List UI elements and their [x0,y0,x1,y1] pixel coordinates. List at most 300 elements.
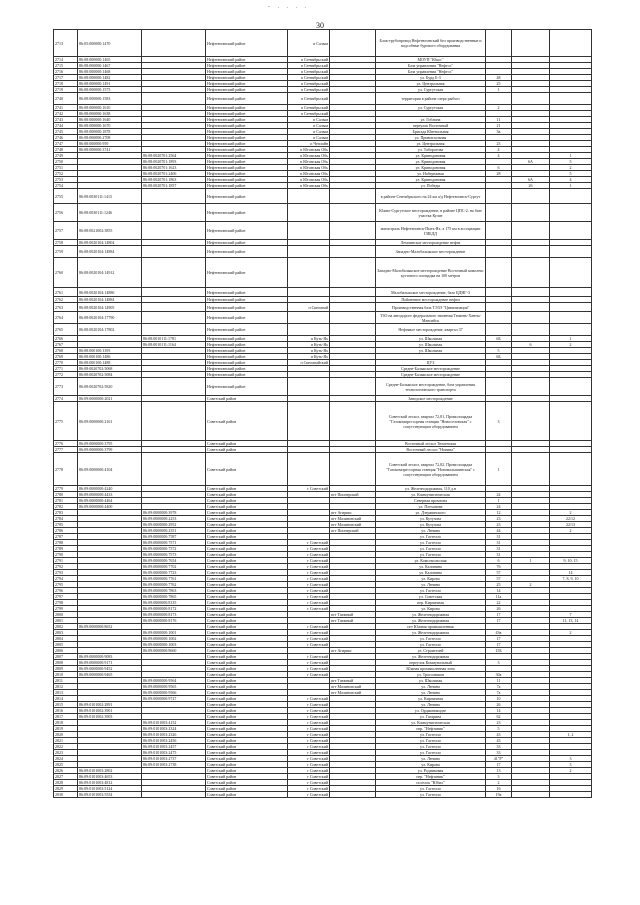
building-number-cell [512,378,550,396]
row-number-cell: 2763 [54,303,78,312]
row-number-cell: 2787 [54,534,78,540]
district-cell: Нефтеюганский район [206,117,288,123]
row-number-cell: 2803 [54,630,78,636]
cadastral-number-cell: 86:09:0101002:3903 [78,714,142,720]
locality-cell: г Советский [288,714,330,720]
settlement-cell [330,222,376,240]
address-cell: ул. Гастелло [376,738,486,744]
table-row [54,258,592,288]
locality-cell: г Советский [288,732,330,738]
district-cell: Советский район [206,534,288,540]
room-number-cell [550,303,592,312]
district-cell: Советский район [206,546,288,552]
room-number-cell [550,324,592,336]
house-number-cell: 17 [486,618,512,624]
row-number-cell: 2773 [54,378,78,396]
cadastral-number-room-cell: 86:09:0000000:9566 [142,690,206,696]
table-row [54,93,592,105]
address-cell: пер. Кирпичная [376,600,486,606]
cadastral-number-cell: 86:08:000100:1486 [78,354,142,360]
district-cell: Нефтеюганский район [206,159,288,165]
address-cell: ул. Комсомольская [376,558,486,564]
address-cell: территория в районе озера рыбхоз [376,93,486,105]
address-cell: ул. Ленина [376,690,486,696]
locality-cell: г Советский [288,780,330,786]
locality-cell: п Юганская Обь [288,153,330,159]
district-cell: Советский район [206,732,288,738]
room-number-cell: 2 [550,510,592,516]
cadastral-number-room-cell [142,378,206,396]
cadastral-number-room-cell [142,303,206,312]
locality-cell: п Сингапай [288,303,330,312]
row-number-cell: 2801 [54,618,78,624]
district-cell: Советский район [206,768,288,774]
cadastral-number-room-cell [142,30,206,57]
building-number-cell [512,312,550,324]
address-cell: ул. Гастелло [376,642,486,648]
house-number-cell: 13 [486,768,512,774]
locality-cell: п Куть-Ях [288,354,330,360]
cadastral-number-cell: 86:08:000100:1395 [78,348,142,354]
address-cell: пер. "Нефтяник" [376,774,486,780]
locality-cell: п Сентябрьский [288,63,330,69]
house-number-cell [486,204,512,222]
row-number-cell: 2757 [54,222,78,240]
house-number-cell [486,246,512,258]
row-number-cell: 2743 [54,117,78,123]
cadastral-number-room-cell [142,246,206,258]
locality-cell: п Сентябрьский [288,69,330,75]
cadastral-number-cell: 86:08:000000:1610 [78,105,142,111]
cadastral-number-room-cell: 86:09:0000000:7702 [142,564,206,570]
district-cell: Советский район [206,786,288,792]
district-cell: Нефтеюганский район [206,135,288,141]
row-number-cell: 2742 [54,111,78,117]
district-cell: Советский район [206,510,288,516]
table-row [54,792,592,798]
row-number-cell: 2793 [54,570,78,576]
district-cell: Нефтеюганский район [206,75,288,81]
house-number-cell: 17 [486,612,512,618]
row-number-cell: 2775 [54,402,78,441]
locality-cell: г Советский [288,792,330,798]
cadastral-number-room-cell: 86:09:0000000:7654 [142,558,206,564]
address-cell: ТЗО на автодороге федерального значения Тюмень-Ханты-Мансийск [376,312,486,324]
cadastral-number-cell: 86:09:0000000:4104 [78,453,142,486]
house-number-cell: 57 [486,576,512,582]
cadastral-number-room-cell: 86:09:0000000:8172 [142,606,206,612]
row-number-cell: 2752 [54,171,78,177]
row-number-cell: 2795 [54,582,78,588]
house-number-cell: 11 [486,678,512,684]
row-number-cell: 2807 [54,654,78,660]
row-number-cell: 2814 [54,696,78,702]
building-number-cell [512,93,550,105]
locality-cell: п Юганская Обь [288,147,330,153]
district-cell: Нефтеюганский район [206,354,288,360]
cadastral-number-cell: 86:09:0000000:3799 [78,447,142,453]
scan-marks: - . . . . [268,4,309,10]
row-number-cell: 2744 [54,123,78,129]
house-number-cell: 25 [486,582,512,588]
cadastral-number-cell: 86:08:000000:1465 [78,57,142,63]
address-cell: ул. Победы [376,183,486,189]
table-row [54,303,592,312]
room-number-cell: 2 [550,630,592,636]
address-cell: в районе Сентябрьского на 24 км а/д Нефтеюганск-Сургут [376,189,486,204]
address-cell: ул. Школьная [376,678,486,684]
district-cell: Нефтеюганский район [206,312,288,324]
district-cell: Советский район [206,624,288,630]
district-cell: Советский район [206,738,288,744]
district-cell: Советский район [206,702,288,708]
district-cell: Нефтеюганский район [206,141,288,147]
locality-cell: п Юганская Обь [288,159,330,165]
cadastral-number-room-cell: 86:09:0101003:2456 [142,738,206,744]
table-row [54,189,592,204]
house-number-cell: 11а [486,594,512,600]
address-cell: ул. Привокзальная [376,135,486,141]
district-cell: Советский район [206,396,288,402]
cadastral-number-room-cell [142,312,206,324]
address-cell: Западно-Малобалыкское месторождение Восточный комплекс кустового площадка на 100 метров [376,258,486,288]
district-cell: Советский район [206,666,288,672]
settlement-cell [330,402,376,441]
locality-cell: г Советский [288,726,330,732]
district-cell: Советский район [206,726,288,732]
locality-cell: п Салым [288,129,330,135]
room-number-cell [550,792,592,798]
row-number-cell: 2716 [54,69,78,75]
table-row [54,312,592,324]
cadastral-number-cell: 86:09:0000000:3795 [78,441,142,447]
address-cell: ул. Железнодорожная, 110 д.н [376,486,486,492]
address-cell: магистраль Нефтеюганск-Пыть-Ях, а 175 км в ассоциации ГИБДД [376,222,486,240]
house-number-cell: 57 [486,570,512,576]
address-cell: поселок "Юбил" [376,780,486,786]
house-number-cell [486,303,512,312]
cadastral-number-room-cell: 86:09:0000000:9564 [142,678,206,684]
room-number-cell: 4 [550,177,592,183]
room-number-cell: 2 [550,528,592,534]
district-cell: Советский район [206,750,288,756]
row-number-cell: 2779 [54,486,78,492]
address-cell: ул. Криводановая [376,177,486,183]
locality-cell: г Советский [288,630,330,636]
district-cell: Нефтеюганский район [206,81,288,87]
cadastral-number-cell: 86:08:0020104:14804 [78,240,142,246]
cadastral-number-room-cell: 86:09:0101003:2737 [142,756,206,762]
house-number-cell: 23 [486,516,512,522]
district-cell: Советский район [206,606,288,612]
room-number-cell: 7 [550,612,592,618]
settlement-cell [330,453,376,486]
district-cell: Советский район [206,516,288,522]
house-number-cell: 14 [486,588,512,594]
house-number-cell: 3в [486,129,512,135]
locality-cell: п Юганская Обь [288,171,330,177]
locality-cell: п Сентябрьский [288,105,330,111]
settlement-cell: пгт Таежный [330,678,376,684]
locality-cell: г Советский [288,636,330,642]
row-number-cell: 2826 [54,768,78,774]
district-cell: Нефтеюганский район [206,105,288,111]
cadastral-number-cell: 86:08:000000:1640 [78,117,142,123]
row-number-cell: 2780 [54,492,78,498]
cadastral-number-room-cell [142,453,206,486]
address-cell: пгт Южная промышленная [376,624,486,630]
house-number-cell: 28 [486,171,512,177]
cadastral-number-cell: 86:09:0000000:2161 [78,402,142,441]
district-cell: Советский район [206,402,288,441]
cadastral-number-room-cell: 86:09:0000000:8176 [142,618,206,624]
cadastral-number-cell: 86:08:000000:3741 [78,147,142,153]
address-cell: Южно-Сургутское месторождение, в районе ЦПС-2, на базе участка Кулит [376,204,486,222]
cadastral-number-room-cell: 86:08:0020701:2406 [142,171,206,177]
room-number-cell [550,312,592,324]
address-cell: ул. Кутузова [376,522,486,528]
settlement-cell [330,792,376,798]
district-cell: Нефтеюганский район [206,348,288,354]
cadastral-number-cell: 86:09:0000000:9083 [78,654,142,660]
settlement-cell [330,288,376,297]
district-cell: Советский район [206,744,288,750]
cadastral-number-cell: 86:09:0101003:4812 [78,780,142,786]
address-cell: Блок-трубопровод Нефтеюганский бел производственные и подсобные бурового оборудования [376,30,486,57]
settlement-cell [330,189,376,204]
address-cell: ул. Гастелло [376,792,486,798]
cadastral-number-cell: 86:08:0030111:1246 [78,204,142,222]
cadastral-number-room-cell [142,792,206,798]
room-number-cell: 22/13 [550,522,592,528]
locality-cell [288,324,330,336]
house-number-cell [486,258,512,288]
house-number-cell: 12 [486,510,512,516]
district-cell: Нефтеюганский район [206,378,288,396]
cadastral-number-room-cell: 86:09:0000000:1003 [142,642,206,648]
address-cell: ул. Гастелло [376,546,486,552]
row-number-cell: 2748 [54,147,78,153]
address-cell: ул. Школьная [376,336,486,342]
table-row [54,288,592,297]
address-cell: ул. Гастелло [376,786,486,792]
address-cell: ул. Коммунистическая [376,720,486,726]
cadastral-number-room-cell: 86:09:0000000:8135 [142,600,206,606]
house-number-cell: 17 [486,762,512,768]
address-cell: ул. Дзержинского [376,510,486,516]
district-cell: Советский район [206,504,288,510]
row-number-cell: 2753 [54,177,78,183]
room-number-cell: 5 [550,171,592,177]
cadastral-number-room-cell: 86:08:0020701:1623 [142,165,206,171]
district-cell: Советский район [206,720,288,726]
house-number-cell: 7а [486,690,512,696]
room-number-cell: 7, 8, 9, 10 [550,576,592,582]
address-cell: ул. Железнодорожная [376,630,486,636]
row-number-cell: 2759 [54,246,78,258]
district-cell: Советский район [206,522,288,528]
address-cell: ул. Орджоникидзе [376,708,486,714]
district-cell: Советский район [206,684,288,690]
cadastral-number-cell: 86:08:000000:1583 [78,93,142,105]
room-number-cell: 1 [550,153,592,159]
locality-cell: г Советский [288,738,330,744]
house-number-cell [486,288,512,297]
house-number-cell: 25 [486,81,512,87]
house-number-cell: 1 [486,87,512,93]
address-cell: ул. Кирпичная [376,696,486,702]
locality-cell [288,402,330,441]
house-number-cell: 21 [486,123,512,129]
settlement-cell: пгт Агириш [330,648,376,654]
room-number-cell [550,189,592,204]
room-number-cell [550,288,592,297]
district-cell: Советский район [206,696,288,702]
row-number-cell: 2816 [54,708,78,714]
cadastral-number-cell: 86:08:0020702:5084 [78,372,142,378]
locality-cell [288,453,330,486]
room-number-cell [550,204,592,222]
row-number-cell: 2761 [54,288,78,297]
address-cell: ул. Гагарина [376,714,486,720]
district-cell: Нефтеюганский район [206,123,288,129]
row-number-cell: 2788 [54,540,78,546]
cadastral-number-room-cell: 86:09:0101003:2326 [142,732,206,738]
address-cell: ул. Железнодорожная [376,618,486,624]
building-number-cell [512,303,550,312]
district-cell: Нефтеюганский район [206,246,288,258]
house-number-cell: 26 [486,606,512,612]
building-number-cell [512,189,550,204]
cadastral-number-room-cell: 86:09:0000000:7863 [142,588,206,594]
district-cell: Нефтеюганский район [206,258,288,288]
row-number-cell: 2785 [54,522,78,528]
cadastral-number-room-cell: 86:09:0000000:7762 [142,582,206,588]
cadastral-number-cell: 86:09:0101003:4653 [78,774,142,780]
address-cell: Средне-Балыкское месторождение [376,366,486,372]
row-number-cell: 2776 [54,441,78,447]
locality-cell: г Советский [288,540,330,546]
house-number-cell: 19а [486,792,512,798]
address-cell: ЦУЗ [376,360,486,366]
room-number-cell: 14 [550,570,592,576]
row-number-cell: 2830 [54,792,78,798]
house-number-cell: 24 [486,492,512,498]
address-cell: ул. Родниковая [376,768,486,774]
house-number-cell: 17 [486,642,512,648]
row-number-cell: 2713 [54,30,78,57]
cadastral-number-cell: 86:09:0000000:9452 [78,666,142,672]
settlement-cell [330,324,376,336]
district-cell: Советский район [206,552,288,558]
room-number-cell [550,222,592,240]
house-number-cell: 26 [486,702,512,708]
register-table [53,29,592,798]
locality-cell: г Советский [288,702,330,708]
table-row [54,222,592,240]
house-number-cell: 43в [486,630,512,636]
row-number-cell: 2808 [54,660,78,666]
row-number-cell: 2764 [54,312,78,324]
cadastral-number-cell: 86:09:0000000:8652 [78,624,142,630]
cadastral-number-room-cell [142,189,206,204]
settlement-cell [330,258,376,288]
address-cell: Заводское месторождение [376,396,486,402]
cadastral-number-cell: 86:09:0101002:3901 [78,708,142,714]
building-number-cell [512,402,550,441]
house-number-cell: 48 [486,75,512,81]
settlement-cell [330,93,376,105]
row-number-cell: 2760 [54,258,78,288]
house-number-cell: 6Б [486,336,512,342]
address-cell: Южная промышленная зона [376,666,486,672]
district-cell: Нефтеюганский район [206,177,288,183]
address-cell: ул. Гастелло [376,552,486,558]
locality-cell: п Салым [288,117,330,123]
cadastral-number-cell: 86:08:0020104:14884 [78,297,142,303]
address-cell: ул. Сургутская [376,87,486,93]
cadastral-number-cell: 86:08:000000:959 [78,141,142,147]
address-cell: ул. Ленина [376,684,486,690]
house-number-cell: 10 [486,696,512,702]
address-cell: ул. Ленина [376,528,486,534]
register-table-body [54,30,592,798]
room-number-cell: 5 [550,159,592,165]
district-cell: Нефтеюганский район [206,204,288,222]
cadastral-number-cell: 86:08:000000:1491 [78,81,142,87]
row-number-cell: 2746 [54,135,78,141]
cadastral-number-cell: 86:09:0000000:4464 [78,498,142,504]
house-number-cell [486,222,512,240]
row-number-cell: 2796 [54,588,78,594]
table-row [54,324,592,336]
house-number-cell: 31 [486,534,512,540]
locality-cell: г Советский [288,576,330,582]
building-number-cell: 6А [512,177,550,183]
locality-cell: п Сентябрьский [288,93,330,105]
house-number-cell: 1 [486,453,512,486]
address-cell: ул. Железнодорожная [376,654,486,660]
cadastral-number-cell: 86:08:000000:1638 [78,111,142,117]
building-number-cell [512,288,550,297]
settlement-cell [330,204,376,222]
page-number: 30 [316,21,324,30]
cadastral-number-cell: 86:09:0101003:5554 [78,792,142,798]
address-cell: ул. Гастелло [376,588,486,594]
district-cell: Нефтеюганский район [206,30,288,57]
district-cell: Советский район [206,594,288,600]
address-cell: База управления "Нефтос" [376,63,486,69]
settlement-cell [330,303,376,312]
row-number-cell: 2766 [54,336,78,342]
cadastral-number-cell: 86:09:0000000:9171 [78,660,142,666]
district-cell: Нефтеюганский район [206,69,288,75]
building-number-cell: 6А [512,159,550,165]
house-number-cell: 6Б [486,354,512,360]
address-cell: ул. Набережная [376,171,486,177]
settlement-cell: пгт Малиновский [330,684,376,690]
district-cell: Советский район [206,648,288,654]
room-number-cell: 22/12 [550,516,592,522]
district-cell: Нефтеюганский район [206,57,288,63]
cadastral-number-cell: 86:08:0020702:5068 [78,366,142,372]
house-number-cell: 7а [486,684,512,690]
cadastral-number-room-cell: 86:09:0000000:2253 [142,516,206,522]
address-cell: Производственная база ТЭЗЭ "Цивилизация" [376,303,486,312]
row-number-cell: 2770 [54,360,78,366]
address-cell: ул. Советская [376,594,486,600]
district-cell: Советский район [206,600,288,606]
